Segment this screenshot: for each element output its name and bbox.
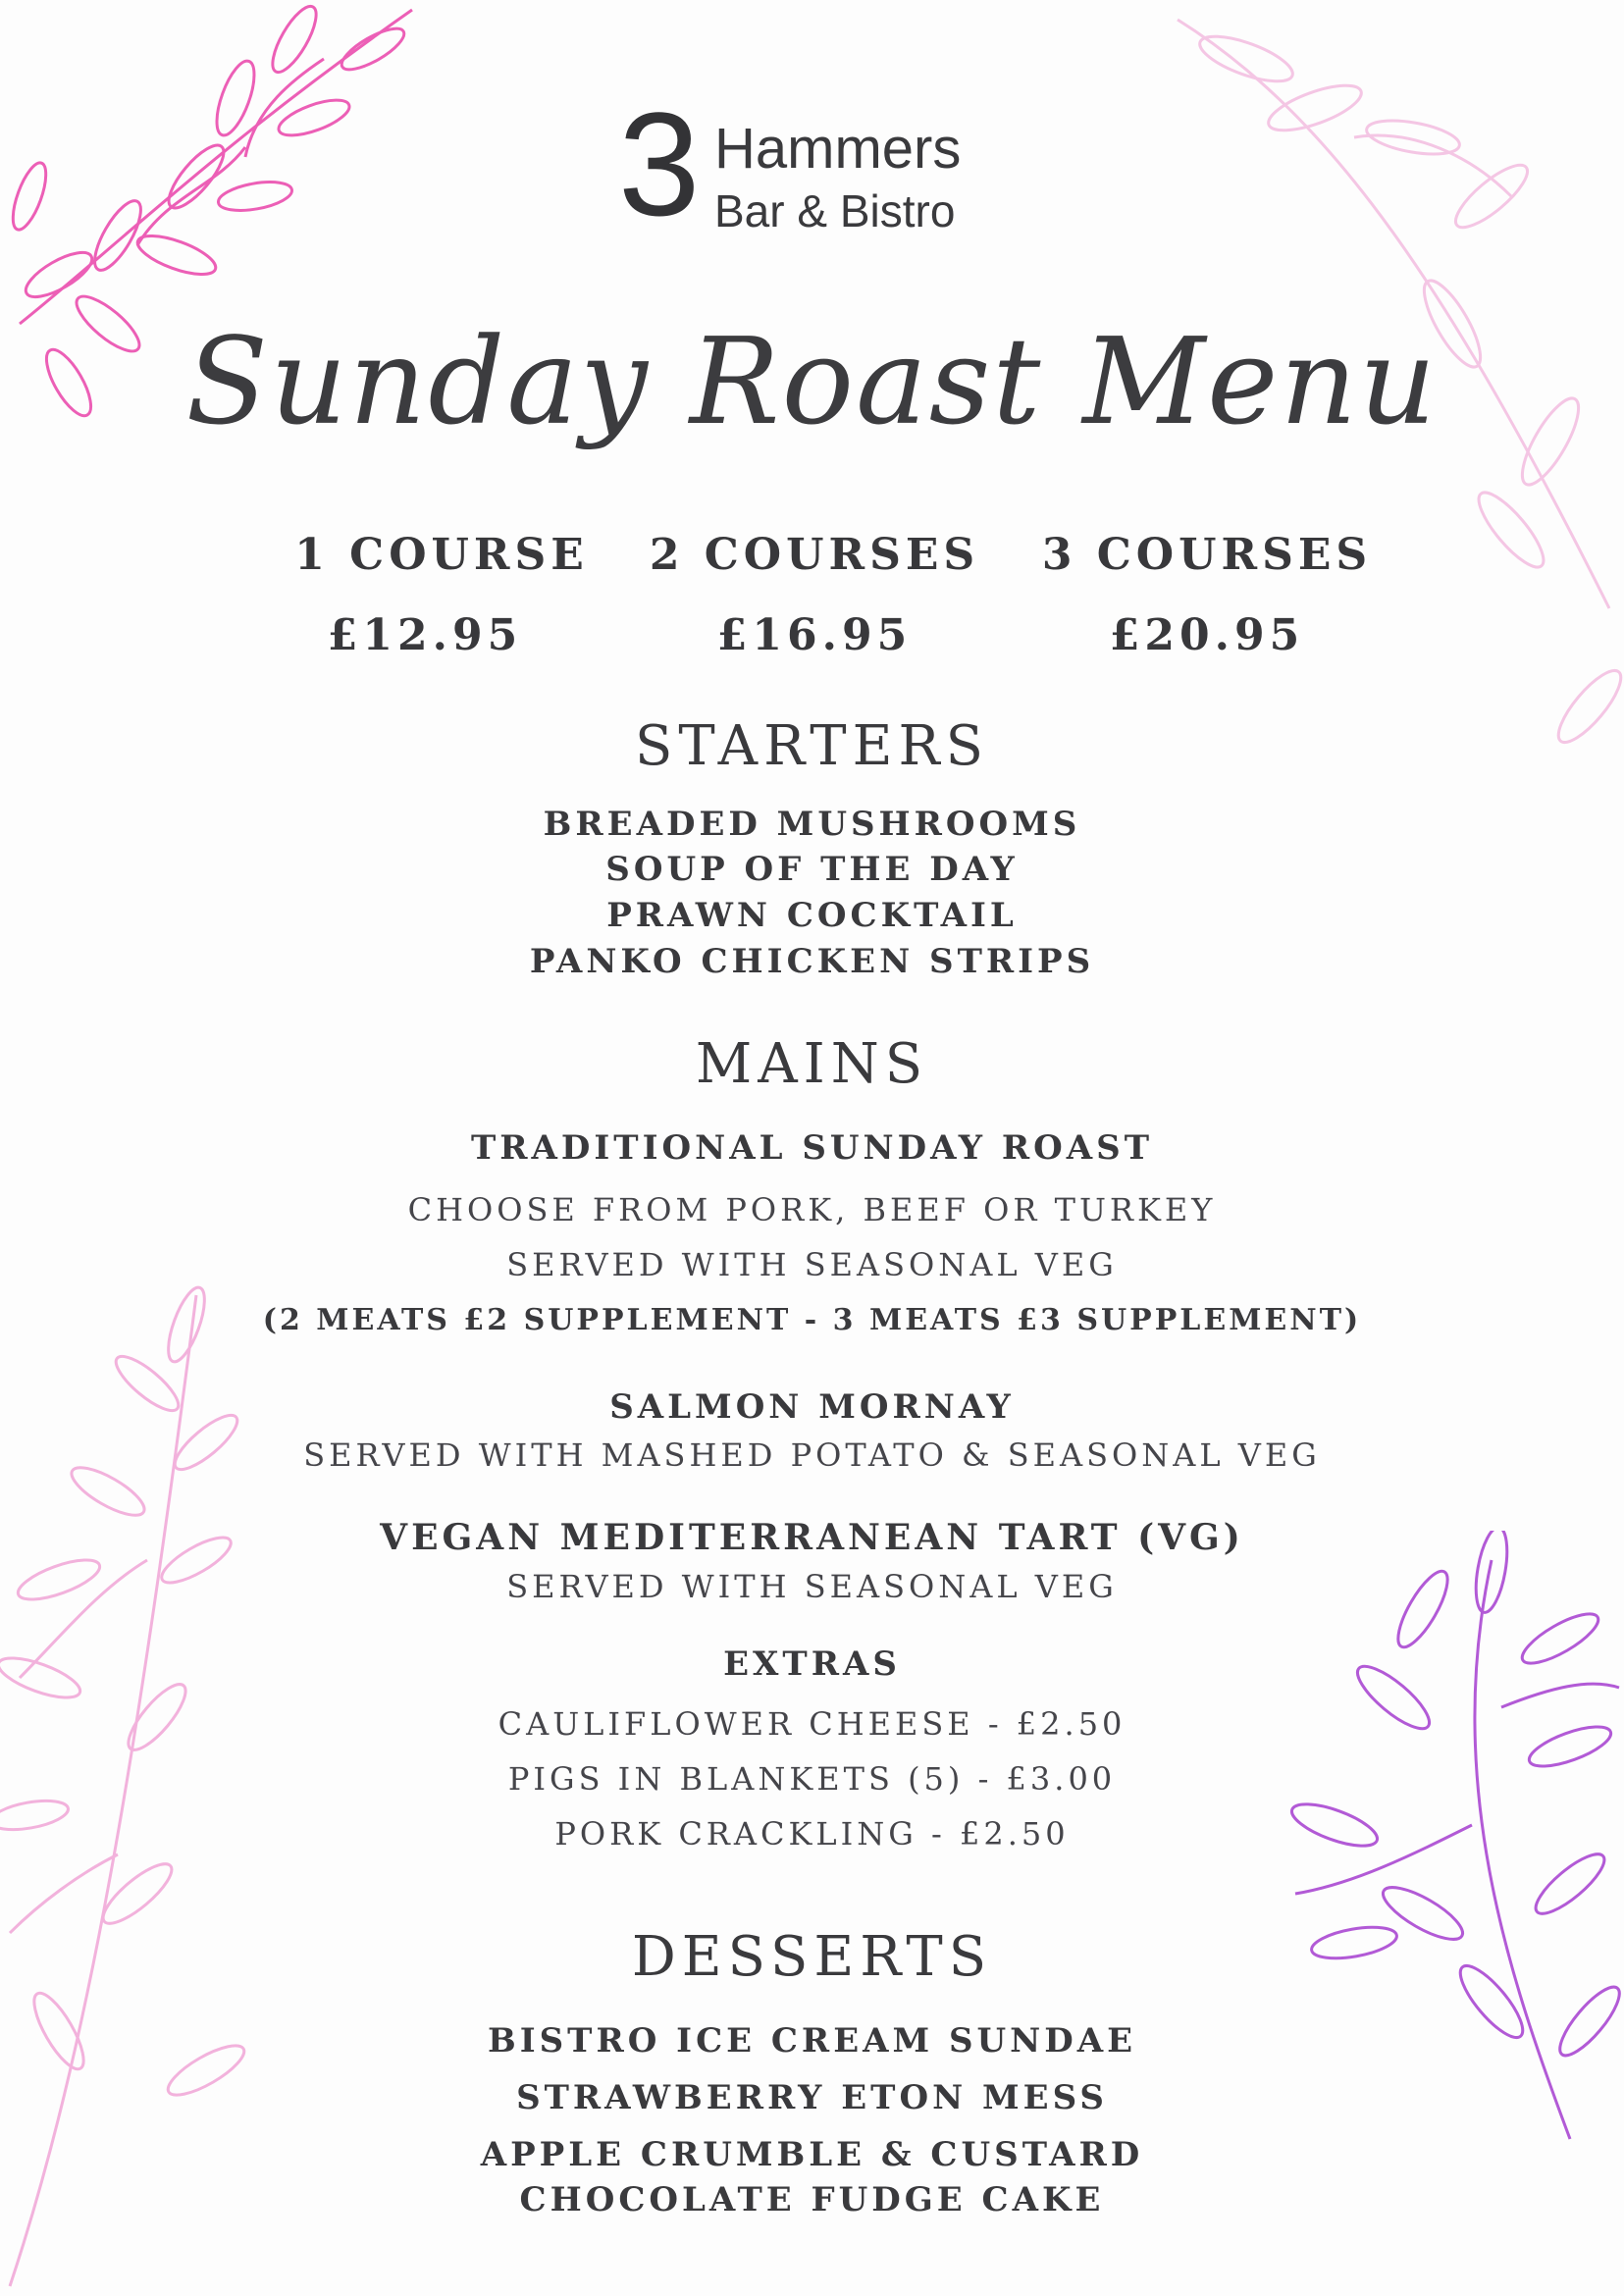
dessert-item: APPLE CRUMBLE & CUSTARD bbox=[480, 2135, 1144, 2174]
course-2-label: 2 COURSES bbox=[649, 530, 980, 580]
course-1-price: £12.95 bbox=[327, 610, 523, 660]
starters-heading: STARTERS bbox=[634, 714, 990, 778]
extra-item: CAULIFLOWER CHEESE - £2.50 bbox=[498, 1705, 1126, 1743]
dessert-item: CHOCOLATE FUDGE CAKE bbox=[519, 2180, 1105, 2219]
starter-item: SOUP OF THE DAY bbox=[605, 850, 1019, 889]
dessert-item: BISTRO ICE CREAM SUNDAE bbox=[487, 2021, 1137, 2061]
main-roast-supplement: (2 MEATS £2 SUPPLEMENT - 3 MEATS £3 SUPPLEMENT) bbox=[262, 1303, 1362, 1337]
starter-item: PRAWN COCKTAIL bbox=[606, 896, 1018, 935]
starter-item: PANKO CHICKEN STRIPS bbox=[529, 942, 1095, 981]
main-salmon-name: SALMON MORNAY bbox=[609, 1387, 1015, 1427]
extra-item: PIGS IN BLANKETS (5) - £3.00 bbox=[507, 1760, 1117, 1798]
main-roast-veg: SERVED WITH SEASONAL VEG bbox=[506, 1246, 1118, 1283]
main-roast-name: TRADITIONAL SUNDAY ROAST bbox=[470, 1128, 1154, 1168]
page-title: Sunday Roast Menu bbox=[185, 312, 1439, 451]
mains-heading: MAINS bbox=[695, 1032, 929, 1096]
starter-item: BREADED MUSHROOMS bbox=[543, 805, 1081, 844]
course-3-label: 3 COURSES bbox=[1041, 530, 1373, 580]
logo-number: 3 bbox=[618, 81, 701, 246]
dessert-item: STRAWBERRY ETON MESS bbox=[516, 2078, 1108, 2117]
course-1-label: 1 COURSE bbox=[294, 530, 589, 580]
logo-subtitle: Bar & Bistro bbox=[714, 185, 956, 236]
extras-heading: EXTRAS bbox=[723, 1644, 901, 1684]
main-tart-desc: SERVED WITH SEASONAL VEG bbox=[506, 1568, 1118, 1605]
course-2-price: £16.95 bbox=[716, 610, 913, 660]
desserts-heading: DESSERTS bbox=[631, 1925, 993, 1989]
main-tart-name: VEGAN MEDITERRANEAN TART (VG) bbox=[380, 1517, 1244, 1558]
main-salmon-desc: SERVED WITH MASHED POTATO & SEASONAL VEG bbox=[303, 1436, 1321, 1474]
extra-item: PORK CRACKLING - £2.50 bbox=[554, 1815, 1070, 1852]
logo-name: Hammers bbox=[714, 117, 962, 181]
course-3-price: £20.95 bbox=[1109, 610, 1305, 660]
main-roast-meats: CHOOSE FROM PORK, BEEF OR TURKEY bbox=[407, 1191, 1217, 1228]
